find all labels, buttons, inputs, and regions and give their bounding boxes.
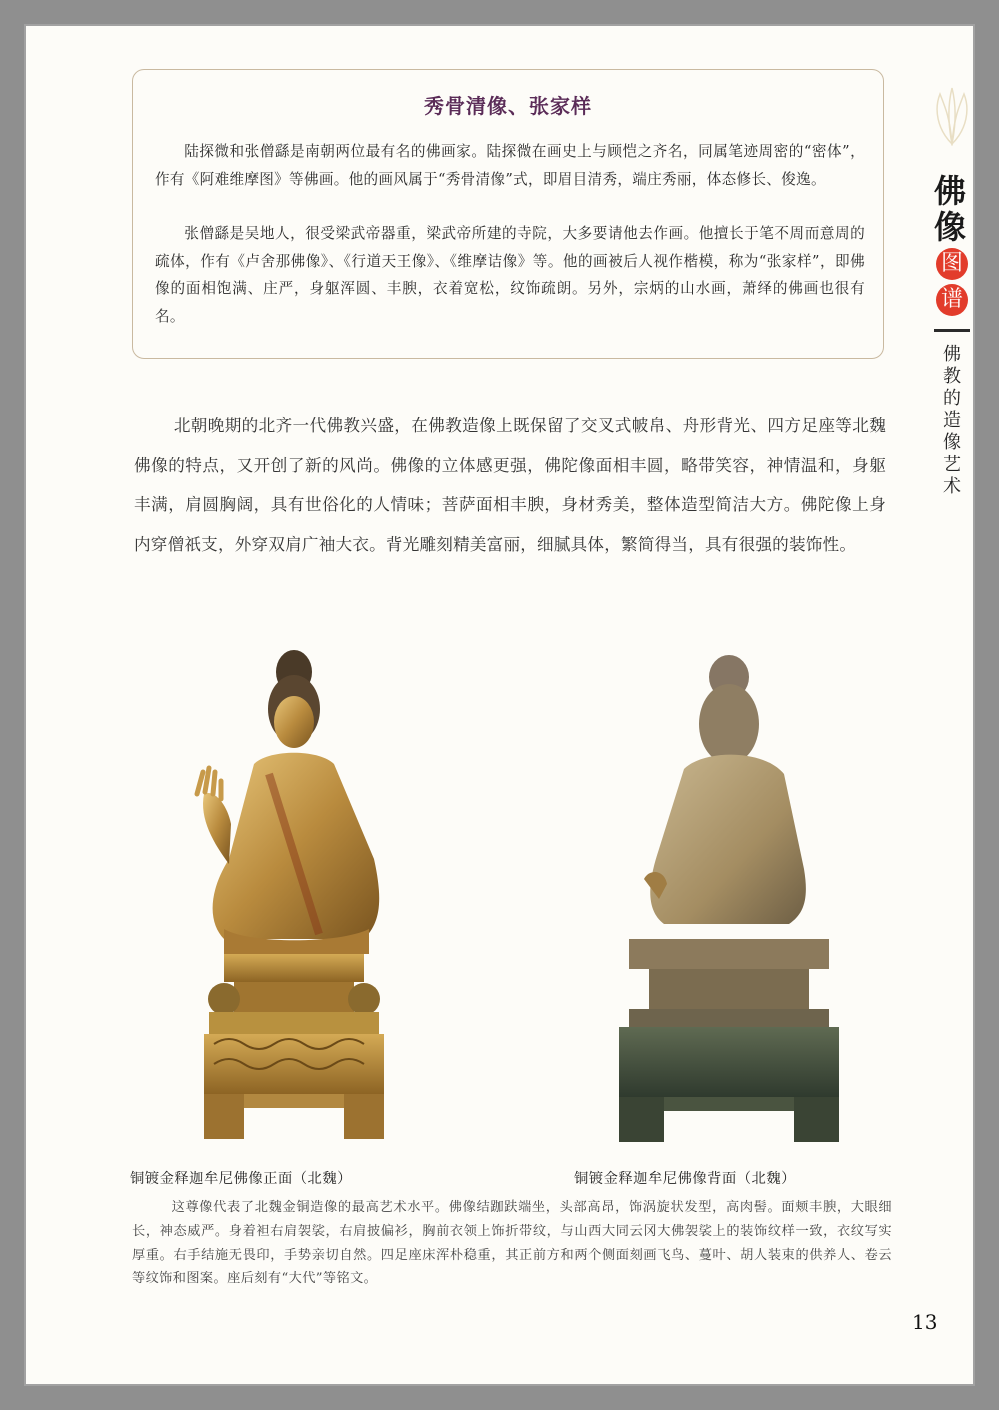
figure-description: 这尊像代表了北魏金铜造像的最高艺术水平。佛像结跏趺端坐，头部高昂，饰涡旋状发型，高肉髻。面颊丰腴，大眼细长，神态威严。身着袒右肩袈裟，右肩披偏衫，胸前衣领上饰折带纹，与山西大同云冈大佛袈裟上的装饰纹样一致，衣纹写实厚重。右手结施无畏印，手势亲切自然。四足座床浑朴稳重，其正前方和两个侧面刻画飞鸟、蔓叶、胡人装束的供养人、卷云等纹饰和图案。座后刻有“大代”等铭文。 xyxy=(132,1200,892,1287)
side-circle-char-2: 谱 xyxy=(936,284,968,316)
chapter-side-tab xyxy=(928,84,975,504)
info-box-paragraph: 陆探微和张僧繇是南朝两位最有名的佛画家。陆探微在画史上与顾恺之齐名，同属笔迹周密的“密体”，作有《阿难维摩图》等佛画。他的画风属于“秀骨清像”式，即眉目清秀，端庄秀丽，体态修长、俊逸。 xyxy=(155,143,865,188)
side-circle-char-1: 图 xyxy=(936,248,968,280)
info-box xyxy=(132,69,884,359)
side-char-1: 佛 xyxy=(933,172,966,210)
back-caption: 铜镀金释迦牟尼佛像背面（北魏） xyxy=(574,1171,796,1187)
front-caption: 铜镀金释迦牟尼佛像正面（北魏） xyxy=(130,1171,352,1187)
page-number: 13 xyxy=(912,1310,938,1334)
info-box-title: 秀骨清像、张家样 xyxy=(424,94,592,118)
statue-front-photo xyxy=(169,644,419,1144)
lotus-icon xyxy=(932,84,972,154)
chapter-title-vertical: 佛教的造像艺术 xyxy=(943,344,961,497)
side-char-2: 像 xyxy=(933,208,966,246)
info-box-paragraph: 张僧繇是吴地人，很受梁武帝器重，梁武帝所建的寺院，大多要请他去作画。他擅长于笔不周而意周的疏体，作有《卢舍那佛像》、《行道天王像》、《维摩诘像》等。他的画被后人视作楷模，称为“张家样”，即佛像的面相饱满、庄严，身躯浑圆、丰腴，衣着宽松，纹饰疏朗。另外，宗炳的山水画，萧绎的佛画也很有名。 xyxy=(155,225,865,325)
book-page xyxy=(24,24,975,1386)
side-divider xyxy=(934,329,970,332)
body-paragraph: 北朝晚期的北齐一代佛教兴盛，在佛教造像上既保留了交叉式帔帛、舟形背光、四方足座等北魏佛像的特点，又开创了新的风尚。佛像的立体感更强，佛陀像面相丰圆，略带笑容，神情温和，身躯丰满，肩圆胸阔，具有世俗化的人情味；菩萨面相丰腴，身材秀美，整体造型简洁大方。佛陀像上身内穿僧祇支，外穿双肩广袖大衣。背光雕刻精美富丽，细腻具体，繁简得当，具有很强的装饰性。 xyxy=(134,416,886,554)
statue-back-photo xyxy=(589,649,839,1149)
